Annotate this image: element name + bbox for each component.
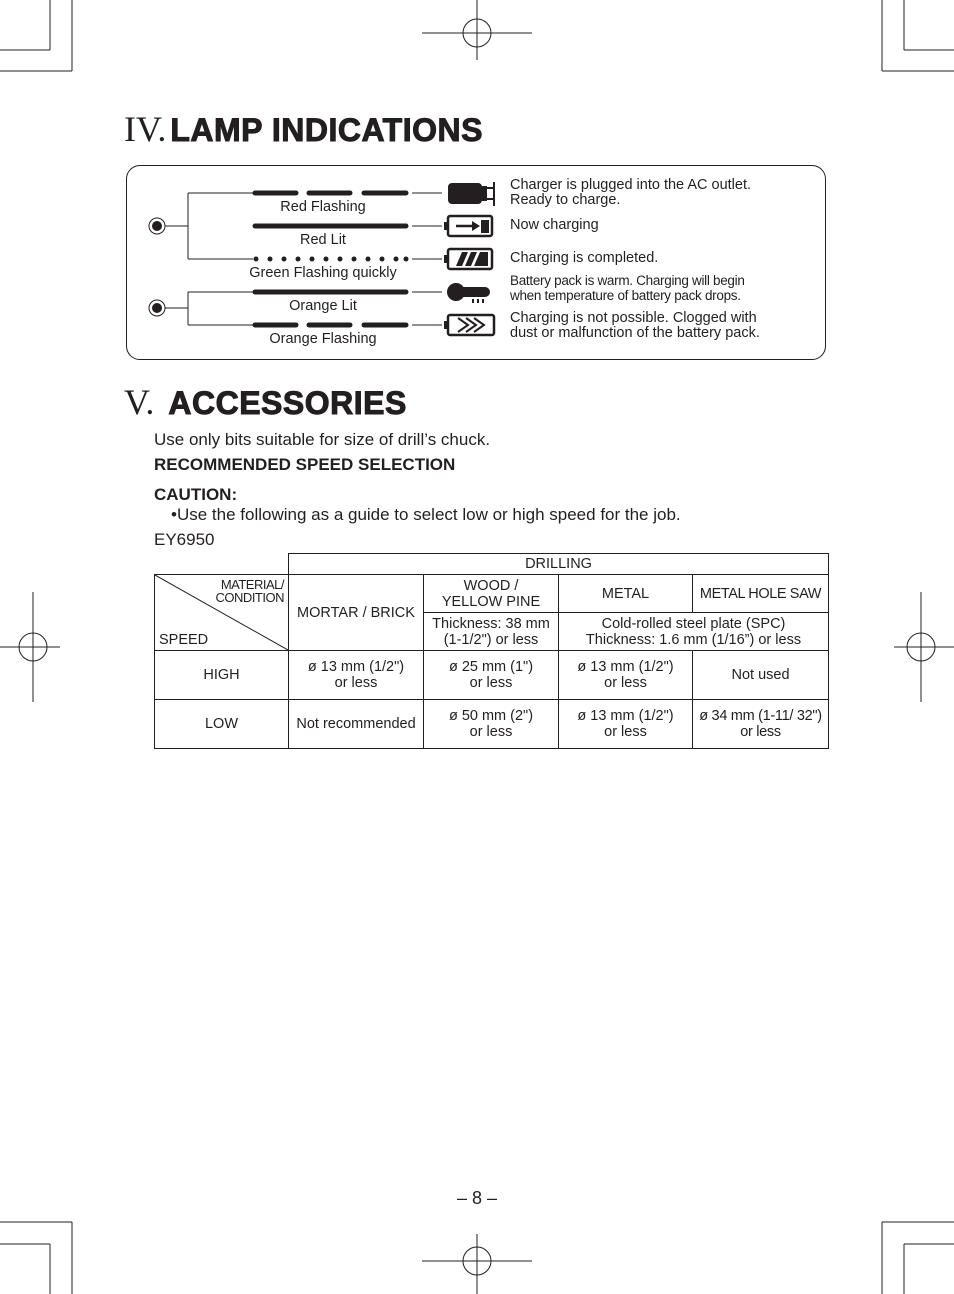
metal-hole-saw-header: METAL HOLE SAW: [693, 575, 829, 613]
section-5-numeral: V.: [124, 382, 155, 422]
wood-condition: Thickness: 38 mm (1-1/2") or less: [424, 613, 559, 651]
lamp-diagram: [0, 0, 954, 400]
plug-icon: [448, 182, 495, 206]
lamp-desc-red-flashing: Charger is plugged into the AC outlet. Ready to charge.: [510, 177, 752, 208]
high-hole-saw: Not used: [693, 651, 829, 700]
lamp-desc-orange-flashing: Charging is not possible. Clogged with dust or malfunction of the battery pack.: [510, 310, 760, 341]
section-5-title: ACCESSORIES: [168, 385, 407, 421]
lamp-label-red-lit: Red Lit: [300, 232, 346, 248]
charging-battery-icon: [444, 216, 492, 236]
lamp-label-red-flashing: Red Flashing: [280, 199, 366, 215]
lamp-label-orange-lit: Orange Lit: [289, 298, 357, 314]
speed-selection-table: [154, 553, 829, 749]
table-blank-corner: [155, 554, 289, 575]
high-wood: ø 25 mm (1") or less: [424, 651, 559, 700]
thermometer-icon: [447, 283, 490, 303]
section-4-title: LAMP INDICATIONS: [170, 112, 483, 148]
speed-label: SPEED: [159, 632, 209, 648]
low-metal: ø 13 mm (1/2") or less: [559, 700, 693, 749]
mortar-brick-header: MORTAR / BRICK: [289, 575, 424, 651]
low-mortar: Not recommended: [289, 700, 424, 749]
speed-low: LOW: [155, 700, 289, 749]
material-condition-label: MATERIAL/ CONDITION: [215, 577, 284, 605]
lamp-desc-red-lit: Now charging: [510, 217, 599, 233]
speed-selection-heading: RECOMMENDED SPEED SELECTION: [154, 455, 456, 474]
metal-condition: Cold-rolled steel plate (SPC) Thickness: 1.6 mm (1/16”) or less: [559, 613, 829, 651]
lamp-desc-green-flashing: Charging is completed.: [510, 250, 659, 266]
high-metal: ø 13 mm (1/2") or less: [559, 651, 693, 700]
speed-high: HIGH: [155, 651, 289, 700]
speed-material-corner: [155, 575, 289, 651]
model-number: EY6950: [154, 530, 215, 549]
caution-label: CAUTION:: [154, 485, 238, 504]
section-5-heading: [124, 381, 407, 423]
error-battery-icon: [444, 315, 494, 335]
table-row: [155, 700, 829, 749]
section-4-numeral: IV.: [124, 109, 167, 149]
bullet: •: [171, 505, 177, 524]
lamp-desc-orange-lit: Battery pack is warm. Charging will begin when temperature of battery pack drops.: [510, 273, 745, 303]
table-row: [155, 651, 829, 700]
low-hole-saw: ø 34 mm (1-11/ 32") or less: [693, 700, 829, 749]
metal-header: METAL: [559, 575, 693, 613]
accessories-intro: Use only bits suitable for size of drill’s chuck.: [154, 430, 491, 449]
lamp-label-orange-flashing: Orange Flashing: [269, 331, 377, 347]
page-number: – 8 –: [456, 1188, 498, 1208]
low-wood: ø 50 mm (2") or less: [424, 700, 559, 749]
drilling-header: DRILLING: [289, 554, 829, 575]
wood-header: WOOD / YELLOW PINE: [424, 575, 559, 613]
full-battery-icon: [444, 249, 492, 269]
high-mortar: ø 13 mm (1/2") or less: [289, 651, 424, 700]
lamp-label-green-flashing-quickly: Green Flashing quickly: [249, 265, 397, 281]
caution-text: •Use the following as a guide to select low or high speed for the job.: [171, 505, 681, 524]
